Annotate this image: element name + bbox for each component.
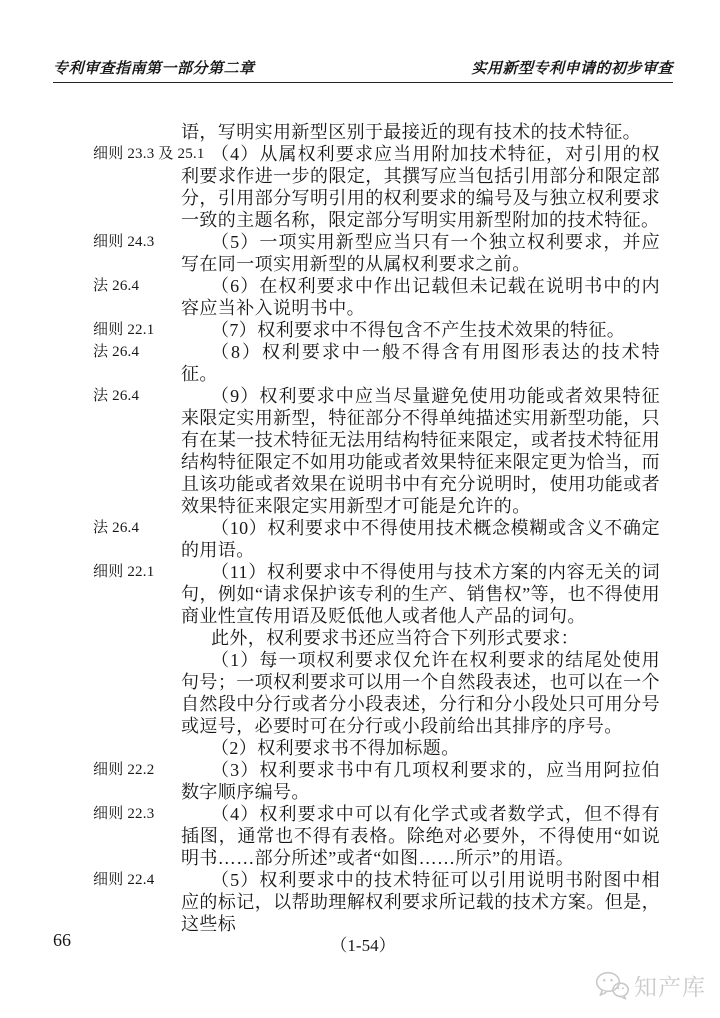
paragraph-text: （9）权利要求中应当尽量避免使用功能或者效果特征来限定实用新型，特征部分不得单纯描述实用新型功能，只有在某一技术特征无法用结构特征来限定，或者技术特征用结构特征限定不如用功能或者效果特征来限定更为恰当，而且该功能或者效果在说明书中有充分说明时，使用功能或者效果特征来限定实用新型才可能是允许的。 [181, 386, 660, 516]
wechat-icon [595, 971, 629, 1000]
paragraph-row [93, 561, 660, 627]
watermark [595, 969, 706, 1002]
paragraph-text: （4）从属权利要求应当用附加技术特征，对引用的权利要求作进一步的限定，其撰写应当包括引用部分和限定部分，引用部分写明引用的权利要求的编号及与独立权利要求一致的主题名称，限定部分写明实用新型附加的技术特征。 [181, 144, 660, 230]
paragraph-row [93, 649, 660, 737]
margin-label: 法 26.4 [93, 278, 140, 294]
paragraph-text: （4）权利要求中可以有化学式或者数学式，但不得有插图，通常也不得有表格。除绝对必要外，不得使用“如说明书……部分所述”或者“如图……所示”的用语。 [181, 804, 660, 868]
margin-label: 法 26.4 [93, 520, 140, 536]
paragraph-text: 此外，权利要求书还应当符合下列形式要求： [211, 628, 579, 648]
paragraph-row [93, 143, 660, 231]
paragraph-text: （5）权利要求中的技术特征可以引用说明书附图中相应的标记，以帮助理解权利要求所记载的技术方案。但是，这些标 [181, 870, 660, 934]
header-right-title: 实用新型专利申请的初步审查 [471, 61, 673, 77]
paragraph-row [93, 275, 660, 319]
margin-label: 细则 23.3 及 25.1 [93, 146, 205, 162]
header-left-title: 专利审查指南第一部分第二章 [53, 61, 255, 77]
document-body [93, 121, 660, 935]
paragraph-row [93, 627, 660, 649]
paragraph-text: 语，写明实用新型区别于最接近的现有技术的技术特征。 [181, 122, 641, 142]
paragraph-text: （5）一项实用新型应当只有一个独立权利要求，并应写在同一项实用新型的从属权利要求之前。 [181, 232, 660, 274]
margin-label: 细则 22.4 [93, 872, 155, 888]
paragraph-text: （1）每一项权利要求仅允许在权利要求的结尾处使用句号；一项权利要求可以用一个自然段表述，也可以在一个自然段中分行或者分小段表述，分行和分小段处只可用分号或逗号，必要时可在分行或小段前给出其排序的序号。 [181, 650, 660, 736]
page-header [53, 57, 673, 83]
page-footer [53, 930, 673, 954]
margin-label: 细则 22.3 [93, 806, 155, 822]
paragraph-row [93, 869, 660, 935]
paragraph-text: （2）权利要求书不得加标题。 [211, 738, 460, 758]
paragraph-row [93, 341, 660, 385]
paragraph-row [93, 319, 660, 341]
paragraph-row [93, 517, 660, 561]
margin-label: 细则 22.2 [93, 762, 155, 778]
page-number: 66 [53, 930, 71, 950]
paragraph-text: （6）在权利要求中作出记载但未记载在说明书中的内容应当补入说明书中。 [181, 276, 660, 318]
paragraph-text: （3）权利要求书中有几项权利要求的，应当用阿拉伯数字顺序编号。 [181, 760, 660, 802]
paragraph-row [93, 803, 660, 869]
paragraph-row [93, 121, 660, 143]
paragraph-row [93, 759, 660, 803]
margin-label: 细则 24.3 [93, 234, 155, 250]
paragraph-text: （10）权利要求中不得使用技术概念模糊或含义不确定的用语。 [181, 518, 660, 560]
paragraph-row [93, 231, 660, 275]
margin-label: 细则 22.1 [93, 322, 155, 338]
margin-label: 细则 22.1 [93, 564, 155, 580]
paragraph-text: （7）权利要求中不得包含不产生技术效果的特征。 [211, 320, 626, 340]
margin-label: 法 26.4 [93, 344, 140, 360]
paragraph-text: （8）权利要求中一般不得含有用图形表达的技术特征。 [181, 342, 660, 384]
paragraph-text: （11）权利要求中不得使用与技术方案的内容无关的词句，例如“请求保护该专利的生产、销售权”等，也不得使用商业性宣传用语及贬低他人或者他人产品的词句。 [181, 562, 660, 626]
section-page-number: （1-54） [330, 936, 396, 955]
margin-label: 法 26.4 [93, 388, 140, 404]
paragraph-row [93, 737, 660, 759]
watermark-text: 知产库 [634, 974, 706, 1000]
paragraph-row [93, 385, 660, 517]
